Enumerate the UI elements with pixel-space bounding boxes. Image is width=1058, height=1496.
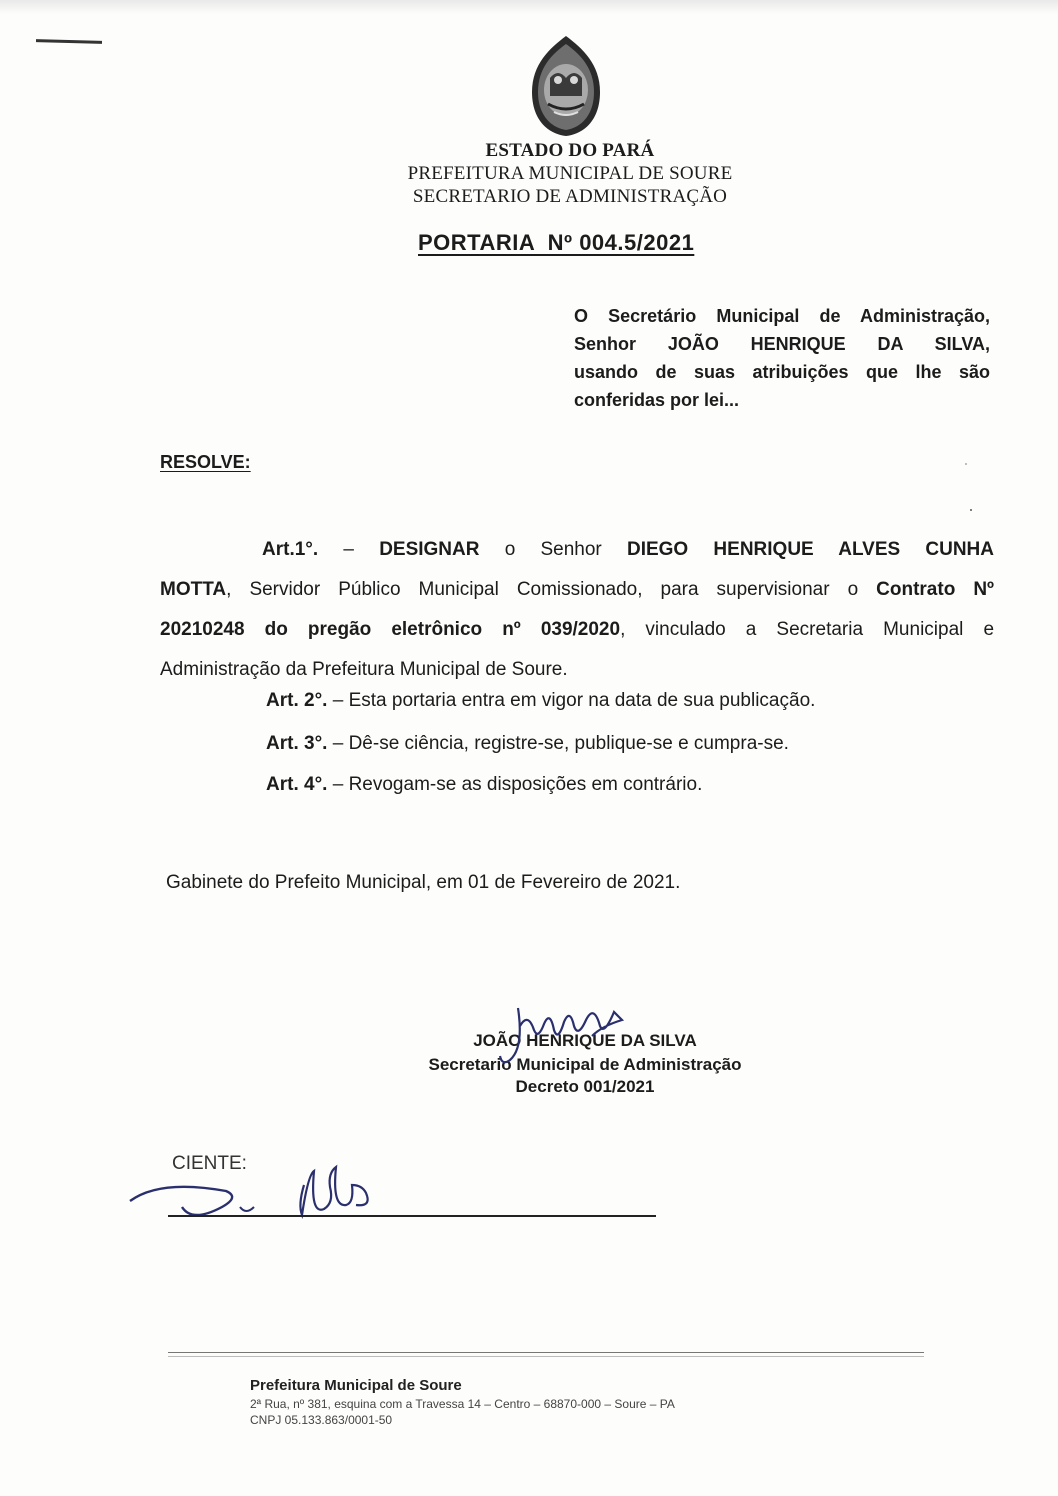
article-1-verb: DESIGNAR <box>379 539 480 560</box>
scan-speck <box>970 509 972 511</box>
signatory-decree: Decreto 001/2021 <box>515 1077 655 1096</box>
article-label: Art. 4°. <box>266 774 328 795</box>
footer-name: Prefeitura Municipal de Soure <box>250 1377 462 1394</box>
designee-surname: MOTTA <box>160 579 227 600</box>
footer-divider <box>168 1356 924 1357</box>
scan-edge <box>0 0 1058 14</box>
article-1-line <box>160 530 994 570</box>
preamble-line: Senhor JOÃO HENRIQUE DA SILVA, <box>574 334 990 354</box>
article-label: Art. 2°. <box>266 690 328 711</box>
designee-name: DIEGO HENRIQUE ALVES CUNHA <box>626 539 994 560</box>
handwritten-signature <box>498 996 648 1066</box>
signatory-name: JOÃO HENRIQUE DA SILVA <box>473 1031 697 1050</box>
scan-mark <box>36 39 102 44</box>
article-1 <box>160 530 994 690</box>
footer-address: 2ª Rua, nº 381, esquina com a Travessa 14 – Centro – 68870-000 – Soure – PA <box>250 1397 675 1411</box>
header-state: ESTADO DO PARÁ <box>485 140 655 161</box>
header-secretariat: SECRETARIO DE ADMINISTRAÇÃO <box>412 186 728 207</box>
scan-speck <box>965 463 967 465</box>
article-1-label: Art.1°. <box>262 539 319 560</box>
signature-line <box>168 1215 656 1217</box>
footer-cnpj: CNPJ 05.133.863/0001-50 <box>250 1413 393 1427</box>
footer-divider <box>168 1352 924 1353</box>
portaria-title: PORTARIA Nº 004.5/2021 <box>418 230 695 255</box>
article-2 <box>266 690 815 712</box>
article-1-line <box>160 610 994 650</box>
contract-number: 20210248 do pregão eletrônico nº 039/2020 <box>160 619 621 640</box>
article-1-line <box>160 570 994 610</box>
preamble-line: usando de suas atribuições que lhe são <box>574 362 990 382</box>
text: o Senhor <box>479 539 627 560</box>
article-text: – Esta portaria entra em vigor na data de sua publicação. <box>327 690 816 711</box>
ciente-label: CIENTE: <box>172 1153 247 1174</box>
contract-ref: Contrato Nº <box>876 579 994 600</box>
article-text: – Revogam-se as disposições em contrário. <box>327 774 703 795</box>
text: , vinculado a Secretaria Municipal e <box>620 619 995 640</box>
text: , Servidor Público Municipal Comissionado, para supervisionar o <box>226 579 877 600</box>
preamble-line: conferidas por lei... <box>574 390 740 410</box>
resolve-heading: RESOLVE: <box>160 452 251 472</box>
preamble <box>574 302 990 414</box>
article-label: Art. 3°. <box>266 733 328 754</box>
header-prefecture: PREFEITURA MUNICIPAL DE SOURE <box>407 163 733 184</box>
article-3 <box>266 733 789 755</box>
article-4 <box>266 774 702 796</box>
dash: – <box>318 539 380 560</box>
preamble-line: O Secretário Municipal de Administração, <box>574 306 990 326</box>
municipal-crest-icon <box>528 34 604 138</box>
closing-line: Gabinete do Prefeito Municipal, em 01 de Fevereiro de 2021. <box>166 872 681 893</box>
signatory-role: Secretario Municipal de Administração <box>428 1055 742 1074</box>
article-text: – Dê-se ciência, registre-se, publique-se e cumpra-se. <box>327 733 789 754</box>
article-1-line: Administração da Prefeitura Municipal de Soure. <box>160 659 568 680</box>
